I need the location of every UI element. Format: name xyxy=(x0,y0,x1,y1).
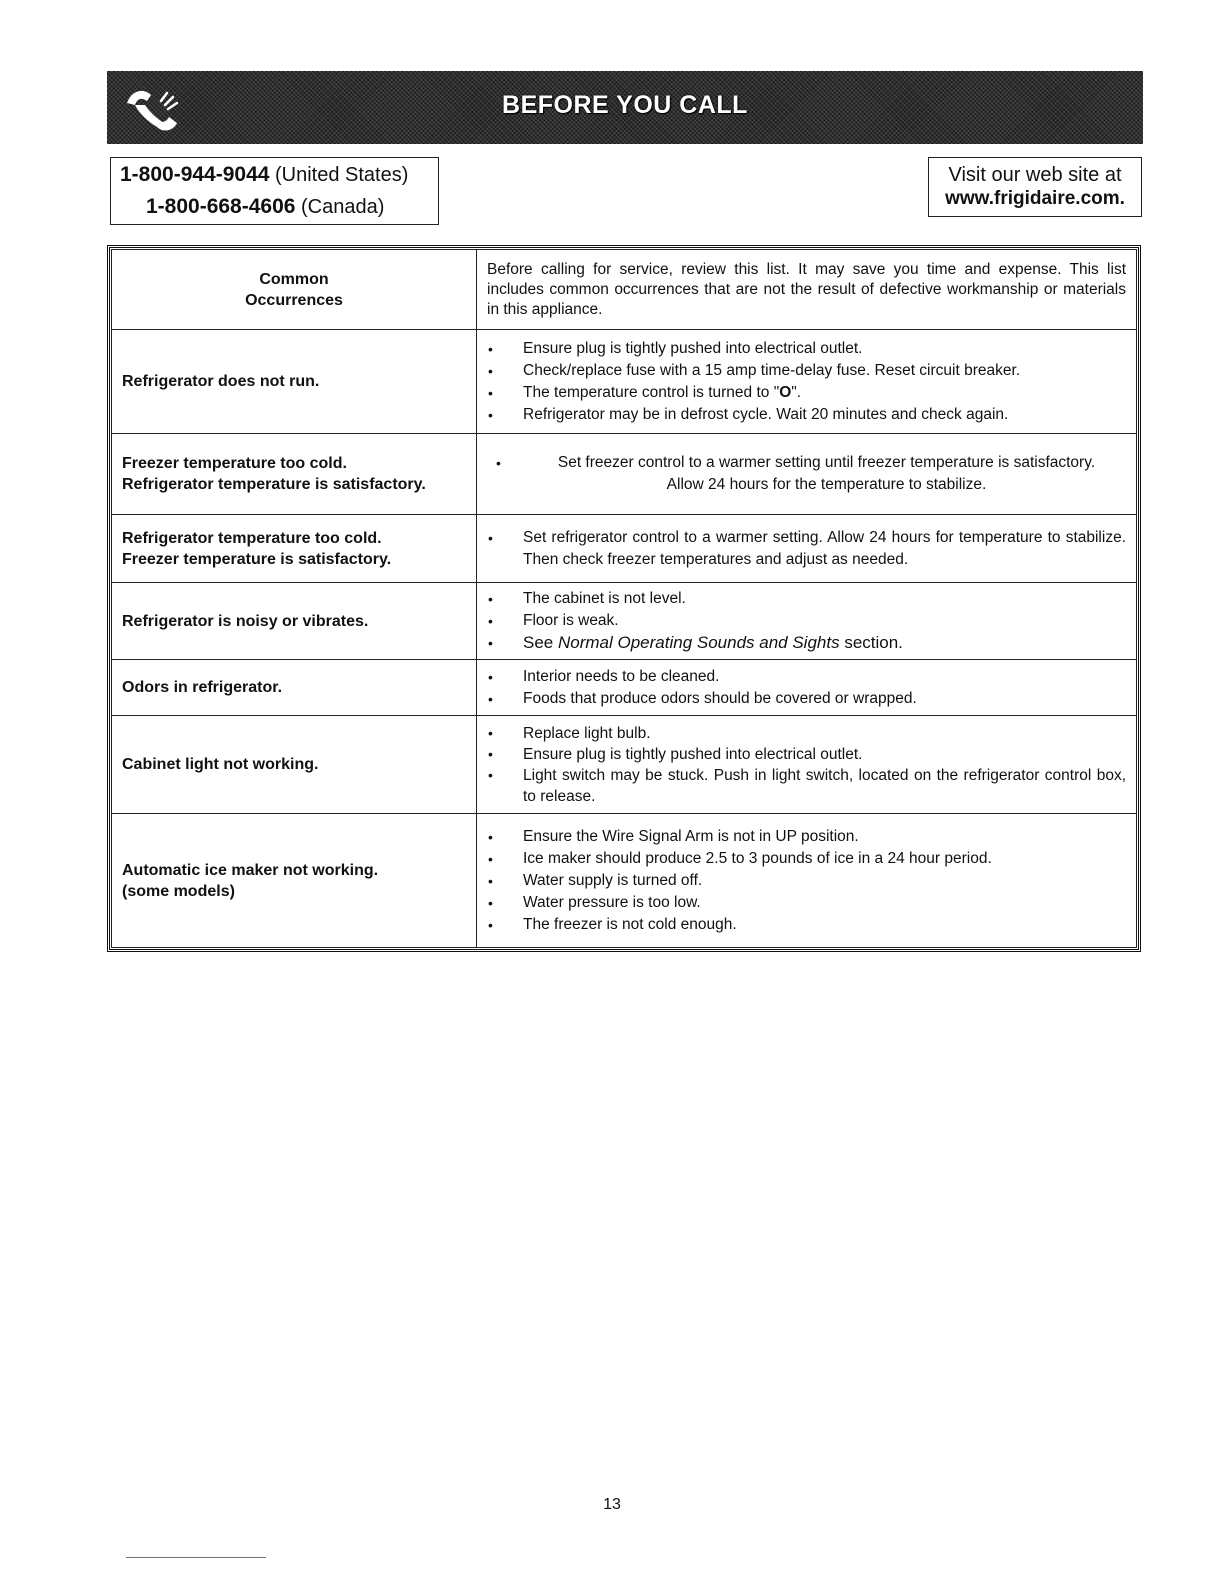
us-phone-line xyxy=(120,163,408,187)
solution-item: • Ensure plug is tightly pushed into electrical outlet. xyxy=(487,338,1126,360)
footer-divider xyxy=(126,1557,266,1558)
condition-cell xyxy=(112,814,477,948)
solution-text: ". xyxy=(791,383,802,401)
banner-title: BEFORE YOU CALL xyxy=(502,91,748,119)
website-box xyxy=(928,157,1142,217)
table-row xyxy=(112,814,1137,948)
solution-item: • Water pressure is too low. xyxy=(487,892,1126,914)
solution-text: • Set freezer control to a warmer setting until freezer temperature is satisfactory. xyxy=(557,454,1096,471)
condition-cell xyxy=(112,434,477,515)
solution-text: section. xyxy=(839,633,903,652)
canada-phone-line xyxy=(146,195,384,219)
solution-cell xyxy=(477,434,1137,515)
us-phone-number[interactable]: 1-800-944-9044 xyxy=(120,163,270,186)
condition-line: Refrigerator temperature too cold. xyxy=(122,529,382,547)
section-reference: Normal Operating Sounds and Sights xyxy=(557,633,840,652)
table-row xyxy=(112,716,1137,814)
table-header-row xyxy=(112,250,1137,330)
table-row xyxy=(112,434,1137,515)
before-you-call-banner xyxy=(107,71,1143,144)
solution-item: • Ensure plug is tightly pushed into electrical outlet. xyxy=(487,744,1126,765)
solution-item: • Light switch may be stuck. Push in light switch, located on the refrigerator control box, to release. xyxy=(487,765,1126,807)
phone-numbers-box xyxy=(110,157,439,225)
condition-line: Freezer temperature is satisfactory. xyxy=(122,550,392,568)
condition-line: Refrigerator temperature is satisfactory. xyxy=(122,476,426,493)
solution-cell xyxy=(477,515,1137,583)
troubleshooting-table xyxy=(107,245,1141,952)
header-condition-cell xyxy=(112,250,477,330)
us-phone-label: (United States) xyxy=(269,164,409,186)
solution-item: • The freezer is not cold enough. xyxy=(487,914,1126,936)
solution-cell xyxy=(477,814,1137,948)
condition-cell: Refrigerator does not run. xyxy=(112,330,477,434)
table-row xyxy=(112,330,1137,434)
solution-item: • Floor is weak. xyxy=(487,610,1126,632)
condition-line: Freezer temperature too cold. xyxy=(122,455,347,472)
solution-item xyxy=(487,382,1126,404)
table-row xyxy=(112,660,1137,716)
condition-cell: Refrigerator is noisy or vibrates. xyxy=(112,583,477,660)
solution-item: • Refrigerator may be in defrost cycle. Wait 20 minutes and check again. xyxy=(487,404,1126,426)
solution-item: • Foods that produce odors should be covered or wrapped. xyxy=(487,688,1126,710)
solution-item: • Replace light bulb. xyxy=(487,723,1126,744)
condition-cell: Cabinet light not working. xyxy=(112,716,477,814)
header-condition-line-1: Common xyxy=(259,270,329,288)
condition-cell xyxy=(112,515,477,583)
table-row xyxy=(112,515,1137,583)
condition-line: Automatic ice maker not working. xyxy=(122,861,379,879)
solution-item: • Ice maker should produce 2.5 to 3 pounds of ice in a 24 hour period. xyxy=(487,848,1126,870)
solution-item xyxy=(487,452,1126,496)
canada-phone-number[interactable]: 1-800-668-4606 xyxy=(146,195,296,218)
solution-item: • Check/replace fuse with a 15 amp time-delay fuse. Reset circuit breaker. xyxy=(487,360,1126,382)
website-intro: Visit our web site at xyxy=(948,164,1122,186)
solution-item: • Set refrigerator control to a warmer setting. Allow 24 hours for temperature to stabilize. Then check freezer temperatures and adjust as needed. xyxy=(487,527,1126,571)
solution-cell xyxy=(477,660,1137,716)
solution-text: See xyxy=(523,633,558,652)
solution-item xyxy=(487,632,1126,654)
table-row xyxy=(112,583,1137,660)
header-condition-line-2: Occurrences xyxy=(245,291,343,309)
website-link[interactable]: www.frigidaire.com. xyxy=(945,188,1125,209)
header-intro-cell: Before calling for service, review this list. It may save you time and expense. This list includes common occurrences that are not the result of defective workmanship or materials in this appliance. xyxy=(477,250,1137,330)
solution-item: • Ensure the Wire Signal Arm is not in UP position. xyxy=(487,826,1126,848)
solution-text: The temperature control is turned to " xyxy=(523,383,780,401)
condition-cell: Odors in refrigerator. xyxy=(112,660,477,716)
solution-cell xyxy=(477,330,1137,434)
solution-bold-text: O xyxy=(779,383,792,401)
solution-cell xyxy=(477,583,1137,660)
condition-line: (some models) xyxy=(122,882,235,900)
page-number: 13 xyxy=(603,1496,621,1513)
solution-item: • Interior needs to be cleaned. xyxy=(487,666,1126,688)
canada-phone-label: (Canada) xyxy=(295,196,385,218)
solution-cell xyxy=(477,716,1137,814)
solution-text: Allow 24 hours for the temperature to stabilize. xyxy=(666,476,987,493)
solution-item: • The cabinet is not level. xyxy=(487,588,1126,610)
solution-item: • Water supply is turned off. xyxy=(487,870,1126,892)
